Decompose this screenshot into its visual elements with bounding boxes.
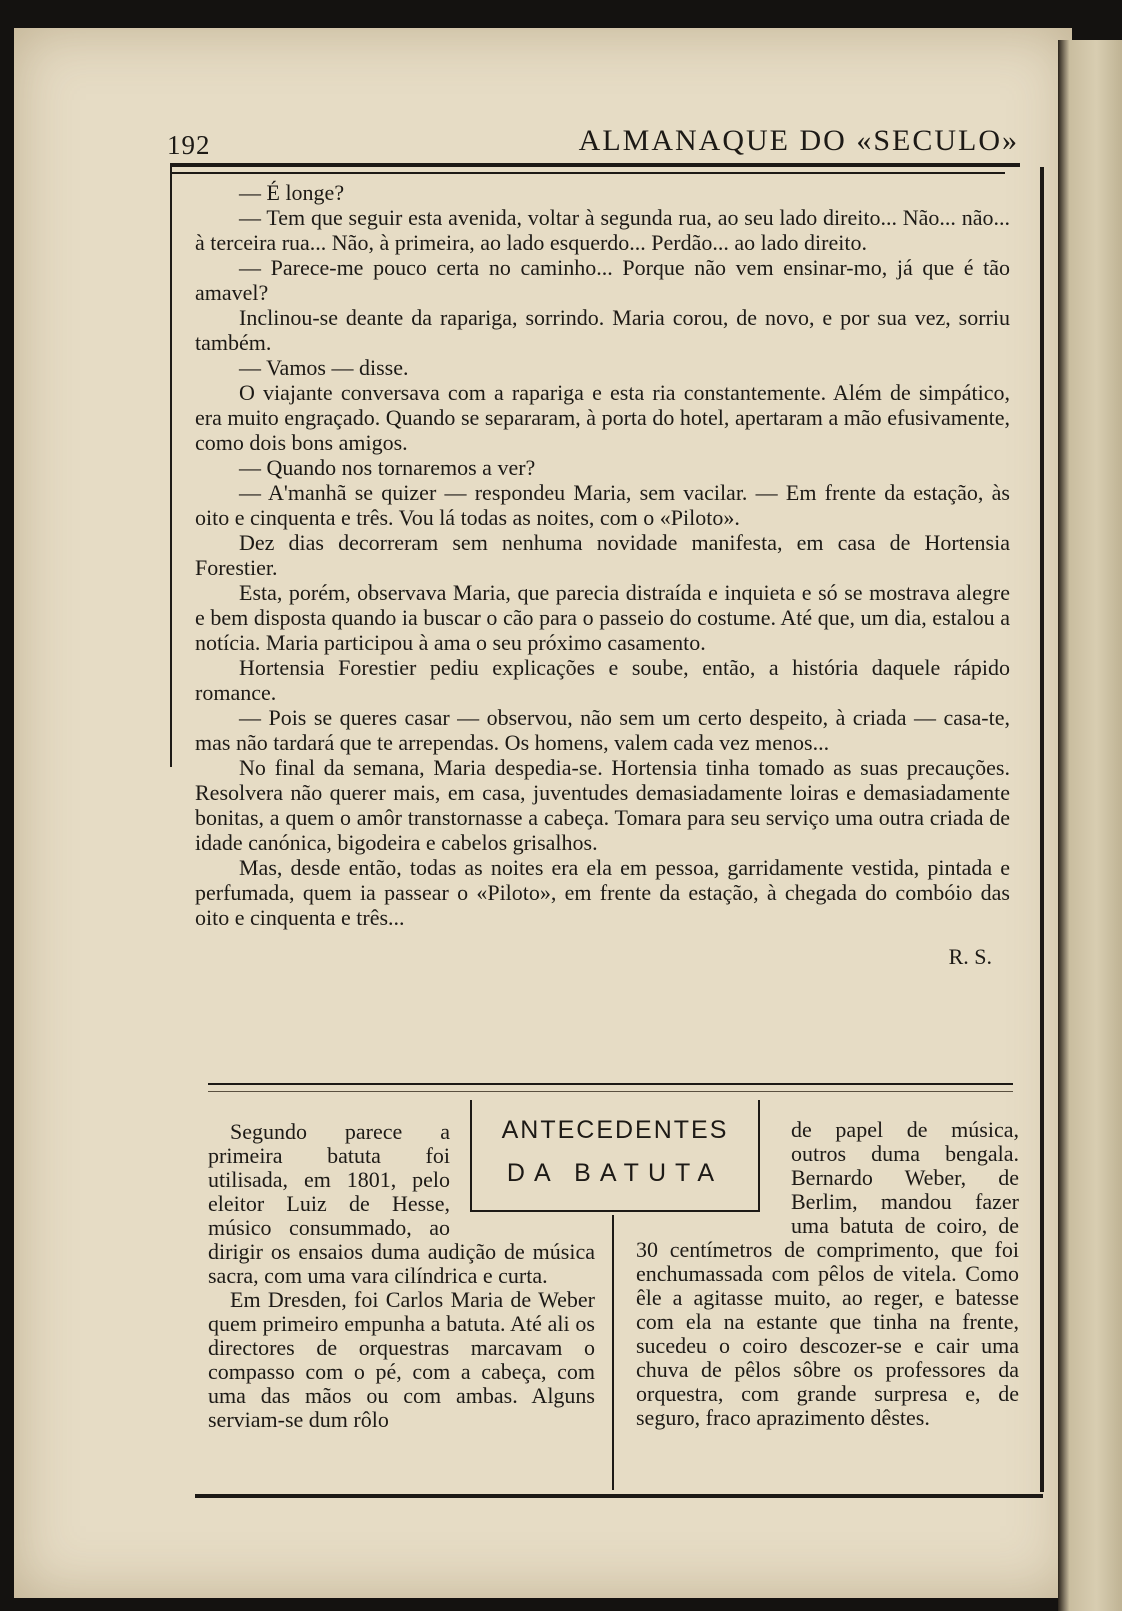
box-right-column [636,1118,1019,1430]
section-separator-thin [208,1091,1013,1092]
story-paragraph: Dez dias decorreram sem nenhuma novidade manifesta, em casa de Hortensia Forestier. [195,530,1010,580]
section-separator [208,1083,1013,1085]
story-paragraph: — Parece-me pouco certa no caminho... Porque não vem ensinar-mo, já que é tão amavel? [195,255,1010,305]
column-divider [612,1215,614,1490]
story-paragraph: — Pois se queres casar — observou, não sem um certo despeito, à criada — casa-te, mas não tardará que te arrependas. Os homens, valem cada vez menos... [195,705,1010,755]
story-paragraph: — Quando nos tornaremos a ver? [239,455,536,480]
left-wrap-spacer [450,1120,595,1238]
story-paragraph: Inclinou-se deante da rapariga, sorrindo. Maria corou, de novo, e por sua vez, sorriu também. [195,305,1010,355]
bottom-rule [195,1494,1043,1498]
story-paragraph: Esta, porém, observava Maria, que parecia distraída e inquieta e só se mostrava alegre e bem disposta quando ia buscar o cão para o passeio do costume. Até que, um dia, estalou a notícia. Maria participou à ama o seu próximo casamento. [195,580,1010,655]
box-title-line2: DA BATUTA [506,1159,724,1187]
story-paragraph: Hortensia Forestier pediu explicações e soube, então, a história daquele rápido romance. [195,655,1010,705]
story-paragraph: — A'manhã se quizer — respondeu Maria, sem vacilar. — Em frente da estação, às oito e cinquenta e três. Vou lá todas as noites, com o «Piloto». [195,480,1010,530]
page-number: 192 [167,130,211,160]
box-paragraph: Em Dresden, foi Carlos Maria de Weber quem primeiro empunha a batuta. Até ali os directores de orquestras marcavam o compasso com o pé, com a cabeça, com uma das mãos ou com ambas. Alguns serviam-se dum rôlo [208,1287,595,1432]
book-gutter [1058,40,1122,1611]
story-signature: R. S. [948,944,992,969]
story-paragraph: Mas, desde então, todas as noites era ela em pessoa, garridamente vestida, pintada e perfumada, quem ia passear o «Piloto», em frente da estação, à chegada do combóio das oito e cinquenta e três... [195,855,1010,930]
story-paragraph: No final da semana, Maria despedia-se. Hortensia tinha tomado as suas precauções. Resolvera não querer mais, em casa, juventudes demasiadamente loiras e demasiadamente bonitas, a quem o amôr transtornasse a cabeça. Tomara para seu serviço uma outra criada de idade canónica, bigodeira e cabelos grisalhos. [195,755,1010,855]
frame-right-border [1040,167,1044,1492]
top-double-rule [170,163,1020,167]
running-title: ALMANAQUE DO «SECULO» [578,124,1019,157]
story-text [195,180,1010,969]
box-left-column [208,1120,595,1432]
page-header [155,120,1033,160]
box-paragraph: Segundo parece a primeira batuta foi utilisada, em 1801, pelo eleitor Luiz de Hesse, músico consummado, ao dirigir os ensaios duma audição de música sacra, com uma vara cilíndrica e curta. [208,1119,595,1288]
box-paragraph: de papel de música, outros duma bengala. Bernardo Weber, de Berlim, mandou fazer uma batuta de coiro, de 30 centímetros de comprimento, que foi enchumassada com pêlos de vitela. Como êle a agitasse muito, ao reger, e batesse com ela na estante que tinha na frente, sucedeu o coiro descozer-se e cair uma chuva de pêlos sôbre os professores da orquestra, com grande surpresa e, de seguro, fraco aprazimento dêstes. [636,1117,1019,1430]
frame-left-border [170,167,172,767]
box-title-line1: ANTECEDENTES [501,1116,729,1144]
right-wrap-spacer [636,1118,791,1236]
story-paragraph: — Tem que seguir esta avenida, voltar à segunda rua, ao seu lado direito... Não... não... à terceira rua... Não, à primeira, ao lado esquerdo... Perdão... ao lado direito. [195,205,1010,255]
story-paragraph: — É longe? [239,180,345,205]
story-paragraph: — Vamos — disse. [239,355,409,380]
story-paragraph: O viajante conversava com a rapariga e esta ria constantemente. Além de simpático, era muito engraçado. Quando se separaram, à porta do hotel, apertaram a mão efusivamente, como dois bons amigos. [195,380,1010,455]
